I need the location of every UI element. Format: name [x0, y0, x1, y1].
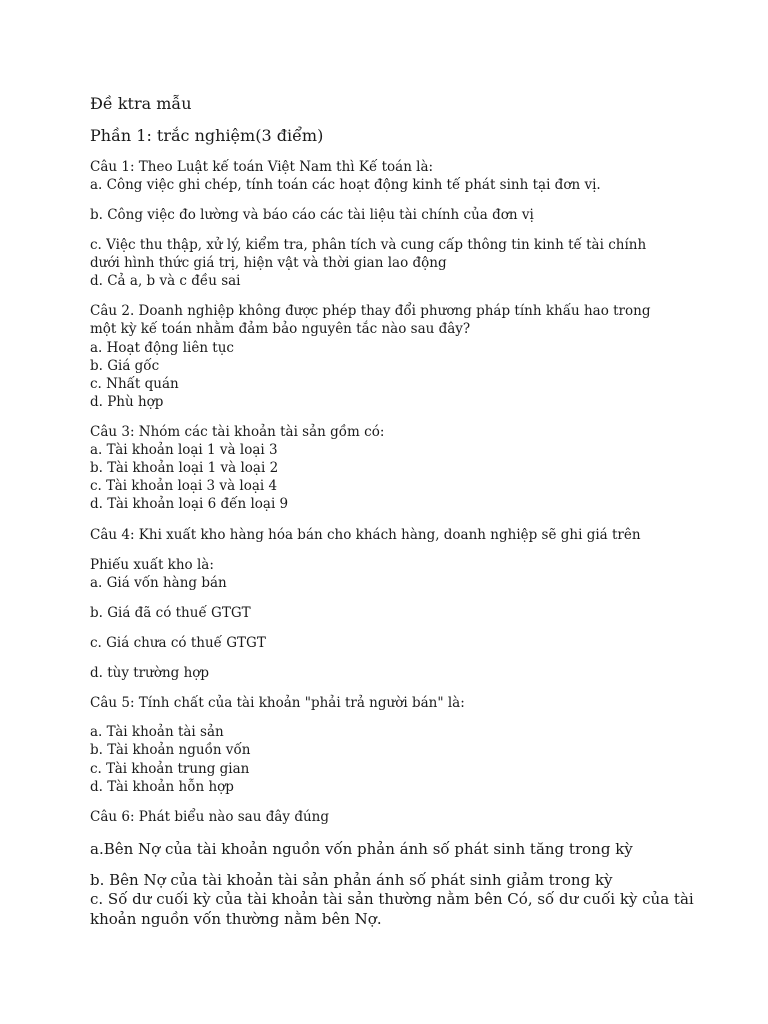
q5-option-a: a. Tài khoản tài sản [90, 724, 224, 740]
question-4-line1: Câu 4: Khi xuất kho hàng hóa bán cho khách hàng, doanh nghiệp sẽ ghi giá trên [90, 527, 641, 543]
q2-option-c: c. Nhất quán [90, 376, 179, 392]
q4-option-c: c. Giá chưa có thuế GTGT [90, 635, 266, 651]
q6-option-a: a.Bên Nợ của tài khoản nguồn vốn phản ánh số phát sinh tăng trong kỳ [90, 840, 633, 858]
q6-option-c-line1: c. Số dư cuối kỳ của tài khoản tài sản thường nằm bên Có, số dư cuối kỳ của tài [90, 890, 694, 908]
q1-option-d: d. Cả a, b và c đều sai [90, 273, 241, 289]
question-2-line1: Câu 2. Doanh nghiệp không được phép thay đổi phương pháp tính khấu hao trong [90, 303, 651, 319]
q2-option-d: d. Phù hợp [90, 394, 164, 410]
q1-option-c-line2: dưới hình thức giá trị, hiện vật và thời gian lao động [90, 255, 447, 271]
q5-option-b: b. Tài khoản nguồn vốn [90, 742, 251, 758]
q3-option-a: a. Tài khoản loại 1 và loại 3 [90, 442, 278, 458]
q4-option-b: b. Giá đã có thuế GTGT [90, 605, 251, 621]
q4-option-d: d. tùy trường hợp [90, 665, 210, 681]
section-title: Phần 1: trắc nghiệm(3 điểm) [90, 126, 324, 145]
q6-option-c-line2: khoản nguồn vốn thường nằm bên Nợ. [90, 910, 382, 928]
q1-option-c-line1: c. Việc thu thập, xử lý, kiểm tra, phân tích và cung cấp thông tin kinh tế tài chính [90, 237, 647, 253]
q3-option-d: d. Tài khoản loại 6 đến loại 9 [90, 496, 289, 512]
question-1: Câu 1: Theo Luật kế toán Việt Nam thì Kế toán là: [90, 159, 434, 175]
question-6: Câu 6: Phát biểu nào sau đây đúng [90, 809, 329, 825]
q1-option-b: b. Công việc đo lường và báo cáo các tài liệu tài chính của đơn vị [90, 207, 534, 223]
q6-option-b: b. Bên Nợ của tài khoản tài sản phản ánh số phát sinh giảm trong kỳ [90, 871, 613, 889]
question-5: Câu 5: Tính chất của tài khoản "phải trả người bán" là: [90, 695, 465, 711]
q1-option-a: a. Công việc ghi chép, tính toán các hoạt động kinh tế phát sinh tại đơn vị. [90, 177, 601, 193]
question-4-line2: Phiếu xuất kho là: [90, 557, 214, 573]
q3-option-b: b. Tài khoản loại 1 và loại 2 [90, 460, 279, 476]
q5-option-d: d. Tài khoản hỗn hợp [90, 779, 234, 795]
q4-option-a: a. Giá vốn hàng bán [90, 575, 227, 591]
q5-option-c: c. Tài khoản trung gian [90, 761, 250, 777]
q2-option-a: a. Hoạt động liên tục [90, 340, 234, 356]
q3-option-c: c. Tài khoản loại 3 và loại 4 [90, 478, 278, 494]
doc-title: Đề ktra mẫu [90, 94, 192, 113]
question-2-line2: một kỳ kế toán nhằm đảm bảo nguyên tắc nào sau đây? [90, 321, 471, 337]
question-3: Câu 3: Nhóm các tài khoản tài sản gồm có: [90, 424, 385, 440]
q2-option-b: b. Giá gốc [90, 358, 160, 374]
